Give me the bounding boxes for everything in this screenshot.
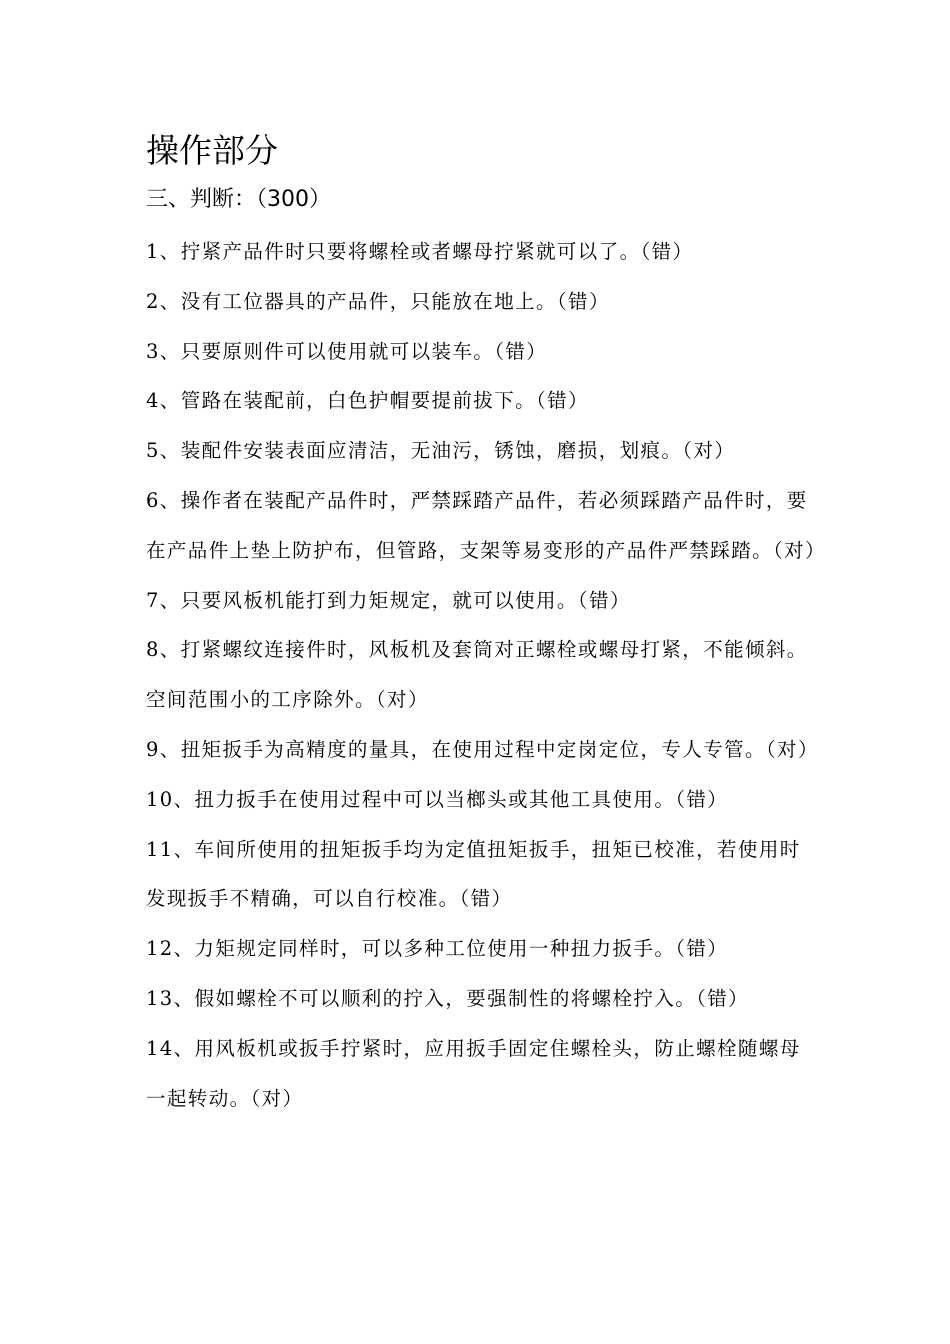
- question-item-11: 11、车间所使用的扭矩扳手均为定值扭矩扳手，扭矩已校准，若使用时发现扳手不精确，可以自行校准。（错）: [146, 837, 801, 911]
- question-item-12: 12、力矩规定同样时，可以多种工位使用一种扭力扳手。（错）: [146, 937, 729, 961]
- question-item-10: 10、扭力扳手在使用过程中可以当榔头或其他工具使用。（错）: [146, 787, 729, 811]
- question-item-6: 6、操作者在装配产品件时，严禁踩踏产品件，若必须踩踏产品件时，要在产品件上垫上防护布，但管路，支架等易变形的产品件严禁踩踏。（对）: [146, 488, 826, 562]
- question-list: [146, 227, 826, 1123]
- question-item-4: 4、管路在装配前，白色护帽要提前拔下。（错）: [146, 389, 589, 413]
- question-item-5: 5、装配件安装表面应清洁，无油污，锈蚀，磨损，划痕。（对）: [146, 439, 736, 463]
- question-item-3: 3、只要原则件可以使用就可以装车。（错）: [146, 339, 548, 363]
- question-item-9: 9、扭矩扳手为高精度的量具，在使用过程中定岗定位，专人专管。（对）: [146, 737, 819, 761]
- section-heading: 三、判断：（300）: [146, 187, 331, 212]
- question-item-14: 14、用风板机或扳手拧紧时，应用扳手固定住螺栓头，防止螺栓随螺母一起转动。（对）: [146, 1036, 801, 1110]
- question-item-7: 7、只要风板机能打到力矩规定，就可以使用。（错）: [146, 588, 631, 612]
- question-item-1: 1、拧紧产品件时只要将螺栓或者螺母拧紧就可以了。（错）: [146, 240, 694, 263]
- question-item-8: 8、打紧螺纹连接件时，风板机及套筒对正螺栓或螺母打紧，不能倾斜。空间范围小的工序除外。（对）: [146, 638, 808, 712]
- page-title: 操作部分: [146, 131, 278, 170]
- question-item-13: 13、假如螺栓不可以顺利的拧入，要强制性的将螺栓拧入。（错）: [146, 986, 750, 1010]
- question-item-2: 2、没有工位器具的产品件，只能放在地上。（错）: [146, 289, 610, 313]
